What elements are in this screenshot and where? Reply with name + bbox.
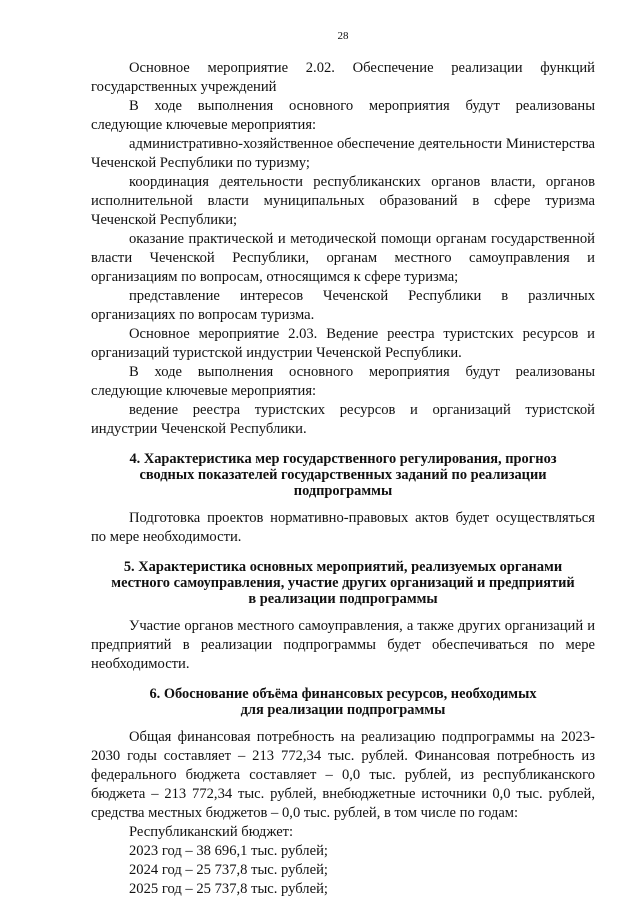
heading-line: для реализации подпрограммы (240, 702, 446, 718)
paragraph: оказание практической и методической помощи органам государственной власти Чеченской Республики, органам местного самоуправления и организациям по вопросам, относящимся к сфере туризма; (91, 231, 595, 285)
heading-line: 4. Характеристика мер государственного регулирования, прогноз (129, 451, 557, 467)
budget-year-line: 2023 год – 38 696,1 тыс. рублей; (129, 843, 328, 859)
section-4-text: Подготовка проектов нормативно-правовых актов будет осуществляться по мере необходимости. (91, 510, 595, 545)
section-5-heading (91, 559, 595, 607)
budget-year-line: 2024 год – 25 737,8 тыс. рублей; (129, 862, 328, 878)
paragraph: ведение реестра туристских ресурсов и организаций туристской индустрии Чеченской Республики. (91, 402, 595, 437)
paragraph: В ходе выполнения основного мероприятия будут реализованы следующие ключевые мероприятия: (91, 98, 595, 133)
paragraph: В ходе выполнения основного мероприятия будут реализованы следующие ключевые мероприятия: (91, 364, 595, 399)
paragraph: административно-хозяйственное обеспечение деятельности Министерства Чеченской Республики по туризму; (91, 136, 595, 171)
heading-line: 6. Обоснование объёма финансовых ресурсов, необходимых (149, 686, 537, 702)
heading-line: подпрограммы (293, 483, 393, 499)
heading-line: 5. Характеристика основных мероприятий, реализуемых органами (123, 559, 563, 575)
budget-year-line: 2025 год – 25 737,8 тыс. рублей; (129, 881, 328, 897)
section-4-heading (91, 451, 595, 499)
section-5-text: Участие органов местного самоуправления, а также других организаций и предприятий в реализации подпрограммы будет обеспечиваться по мере необходимости. (91, 618, 595, 672)
paragraph: Основное мероприятие 2.03. Ведение реестра туристских ресурсов и организаций туристской индустрии Чеченской Республики. (91, 326, 595, 361)
page-number: 28 (337, 30, 349, 42)
document-body (91, 59, 595, 899)
heading-line: в реализации подпрограммы (248, 591, 438, 607)
paragraph: представление интересов Чеченской Республики в различных организациях по вопросам туризма. (91, 288, 595, 323)
section-6-heading (91, 686, 595, 718)
section-6-text: Общая финансовая потребность на реализацию подпрограммы на 2023-2030 годы составляет – 213 772,34 тыс. рублей. Финансовая потребность из федерального бюджета составляет – 0,0 тыс. рублей, из республиканского бюджета – 213 772,34 тыс. рублей, внебюджетные источники 0,0 тыс. рублей, средства местных бюджетов – 0,0 тыс. рублей, в том числе по годам: (91, 729, 595, 821)
heading-line: сводных показателей государственных заданий по реализации (139, 467, 547, 483)
heading-line: местного самоуправления, участие других организаций и предприятий (111, 575, 575, 591)
paragraph: координация деятельности республиканских органов власти, органов исполнительной власти муниципальных образований в сфере туризма Чеченской Республики; (91, 174, 595, 228)
paragraph: Основное мероприятие 2.02. Обеспечение реализации функций государственных учреждений (91, 60, 595, 95)
budget-label: Республиканский бюджет: (129, 824, 294, 840)
